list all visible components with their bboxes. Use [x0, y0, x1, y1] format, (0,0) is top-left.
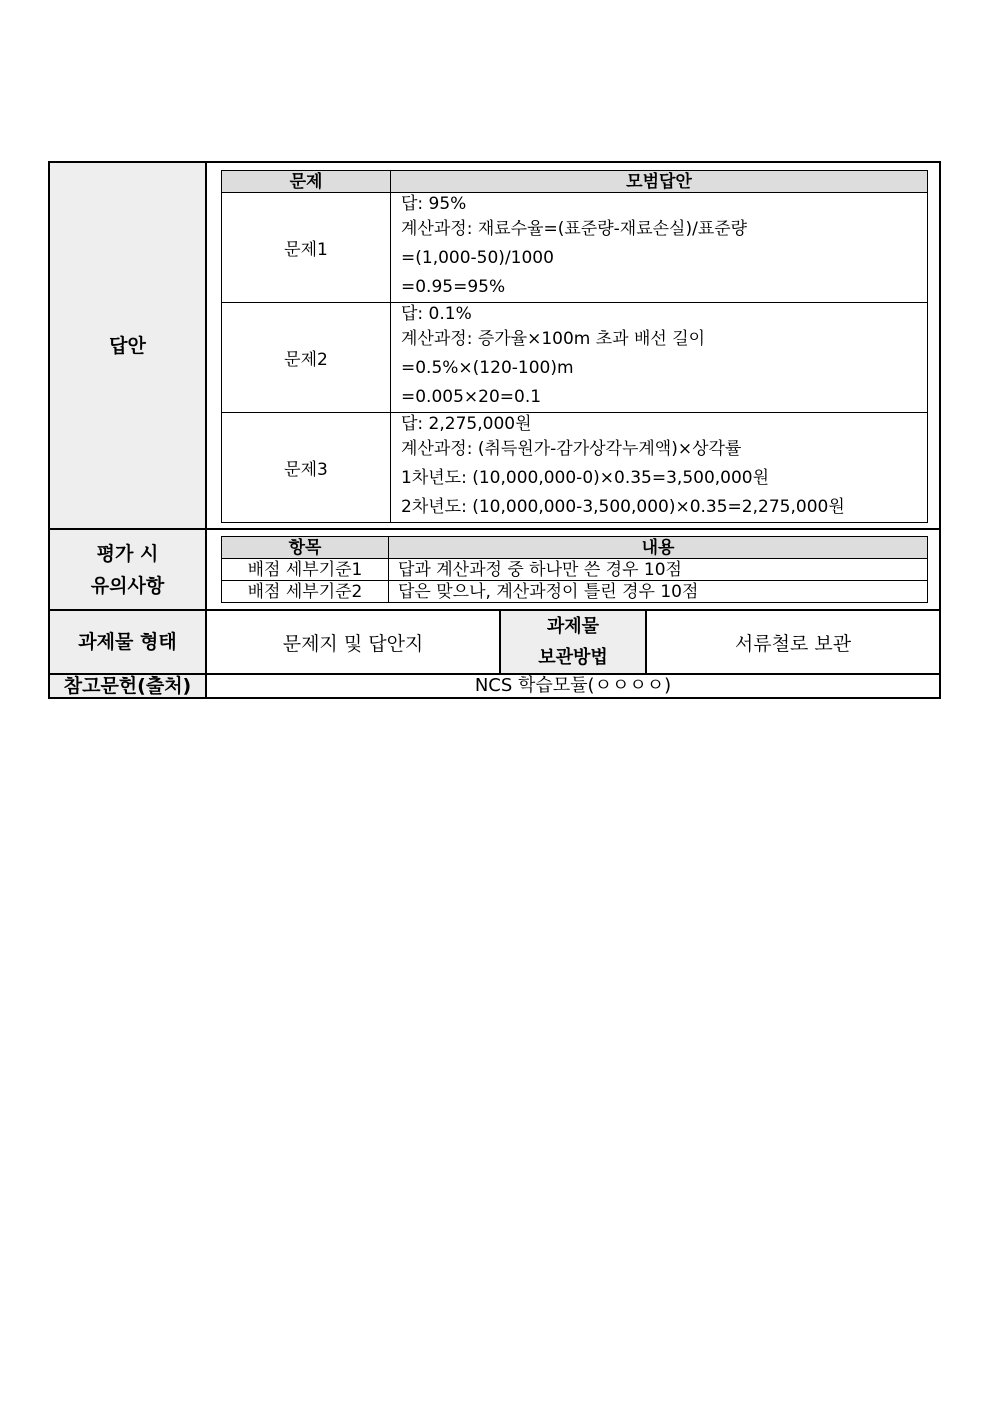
deliverable-value: 문제지 및 답안지 — [206, 610, 500, 674]
criteria-row — [222, 581, 928, 603]
evaluation-section-row — [49, 529, 940, 610]
answer-line: 답: 95% — [401, 194, 467, 214]
model-answer — [391, 303, 928, 413]
answer-line: 2차년도: (10,000,000-3,500,000)×0.35=2,275,000원 — [401, 497, 845, 517]
answer-line: 계산과정: (취득원가-감가상각누계액)×상각률 — [401, 439, 742, 459]
criteria-content: 답은 맞으나, 계산과정이 틀린 경우 10점 — [389, 581, 928, 603]
answer-line: 답: 2,275,000원 — [401, 414, 532, 434]
answer-line: =0.005×20=0.1 — [401, 387, 542, 407]
answer-line: =(1,000-50)/1000 — [401, 248, 554, 268]
answer-row — [222, 303, 928, 413]
answer-row — [222, 413, 928, 523]
reference-section-label: 참고문헌(출처) — [49, 674, 206, 698]
evaluation-form-table — [48, 161, 941, 699]
answer-line: =0.95=95% — [401, 277, 506, 297]
model-answer — [391, 413, 928, 523]
column-header-item: 항목 — [222, 537, 389, 559]
reference-value: NCS 학습모듈(ㅇㅇㅇㅇ) — [206, 674, 940, 698]
answer-table-header — [222, 171, 928, 193]
criteria-content: 답과 계산과정 중 하나만 쓴 경우 10점 — [389, 559, 928, 581]
criteria-row — [222, 559, 928, 581]
storage-method-value: 서류철로 보관 — [646, 610, 940, 674]
question-label: 문제3 — [222, 413, 391, 523]
answer-line: =0.5%×(120-100)m — [401, 358, 574, 378]
reference-section-row — [49, 674, 940, 698]
deliverable-section-row — [49, 610, 940, 674]
storage-label-line2: 보관방법 — [538, 647, 608, 668]
evaluation-label-line2: 유의사항 — [90, 574, 165, 597]
answer-section-label: 답안 — [49, 162, 206, 529]
deliverable-section-label: 과제물 형태 — [49, 610, 206, 674]
answer-line: 답: 0.1% — [401, 304, 472, 324]
answer-line: 1차년도: (10,000,000-0)×0.35=3,500,000원 — [401, 468, 770, 488]
criteria-item: 배점 세부기준2 — [222, 581, 389, 603]
column-header-model-answer: 모범답안 — [391, 171, 928, 193]
evaluation-label-line1: 평가 시 — [96, 542, 159, 565]
answer-row — [222, 193, 928, 303]
storage-label-line1: 과제물 — [546, 616, 600, 637]
column-header-question: 문제 — [222, 171, 391, 193]
question-label: 문제2 — [222, 303, 391, 413]
answer-section-row — [49, 162, 940, 529]
answer-line: 계산과정: 증가율×100m 초과 배선 길이 — [401, 329, 706, 349]
answer-table — [221, 170, 928, 523]
column-header-content: 내용 — [389, 537, 928, 559]
criteria-table — [221, 536, 928, 603]
criteria-item: 배점 세부기준1 — [222, 559, 389, 581]
model-answer — [391, 193, 928, 303]
evaluation-section-label — [49, 529, 206, 610]
criteria-table-header — [222, 537, 928, 559]
storage-method-label — [500, 610, 646, 674]
answer-line: 계산과정: 재료수율=(표준량-재료손실)/표준량 — [401, 219, 748, 239]
question-label: 문제1 — [222, 193, 391, 303]
